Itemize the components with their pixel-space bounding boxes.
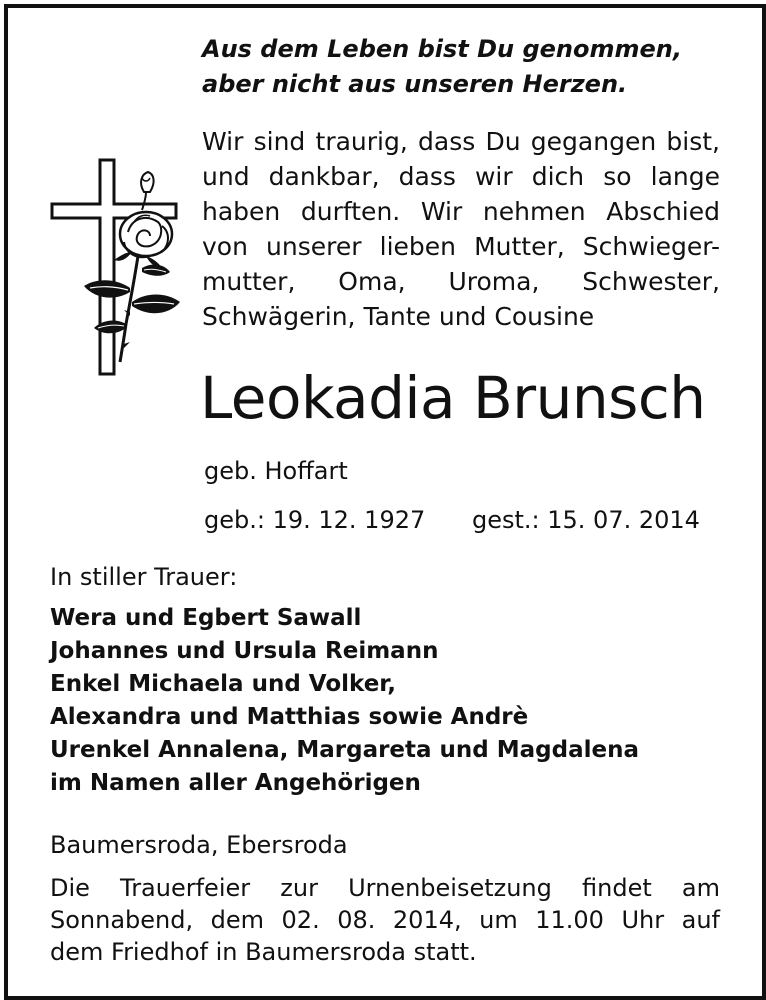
ceremony-info	[50, 872, 720, 968]
mourner-line: Urenkel Annalena, Margareta und Magdalena	[50, 737, 640, 763]
intro-line: haben durften. Wir nehmen Abschied	[202, 197, 720, 226]
intro-text	[202, 124, 720, 334]
ceremony-line: dem Friedhof in Baumersroda statt.	[50, 938, 477, 966]
birth-date: geb.: 19. 12. 1927	[204, 506, 426, 534]
intro-line: Schwägerin, Tante und Cousine	[202, 302, 595, 331]
mourners-list	[50, 602, 750, 800]
mourner-line: Enkel Michaela und Volker,	[50, 671, 396, 697]
ceremony-line: Sonnabend, dem 02. 08. 2014, um 11.00 Uhr auf	[50, 906, 720, 934]
mourner-line: Wera und Egbert Sawall	[50, 605, 362, 631]
deceased-name: Leokadia Brunsch	[200, 364, 706, 432]
intro-line: von unserer lieben Mutter, Schwieger-	[202, 232, 720, 261]
motto-line: Aus dem Leben bist Du genommen,	[202, 35, 682, 63]
intro-line: Wir sind traurig, dass Du gegangen bist,	[202, 127, 720, 156]
mourner-line: Alexandra und Matthias sowie Andrè	[50, 704, 529, 730]
mourners-label: In stiller Trauer:	[50, 563, 238, 591]
obituary-notice	[4, 4, 766, 1000]
maiden-name: geb. Hoffart	[204, 457, 348, 485]
mourner-line: im Namen aller Angehörigen	[50, 770, 421, 796]
cross-with-rose-icon	[46, 152, 190, 378]
motto	[202, 32, 742, 102]
location: Baumersroda, Ebersroda	[50, 831, 348, 859]
intro-line: und dankbar, dass wir dich so lange	[202, 162, 720, 191]
motto-line: aber nicht aus unseren Herzen.	[202, 70, 628, 98]
ceremony-line: Die Trauerfeier zur Urnenbeisetzung findet am	[50, 874, 720, 902]
death-date: gest.: 15. 07. 2014	[472, 506, 700, 534]
intro-line: mutter, Oma, Uroma, Schwester,	[202, 267, 720, 296]
mourner-line: Johannes und Ursula Reimann	[50, 638, 439, 664]
